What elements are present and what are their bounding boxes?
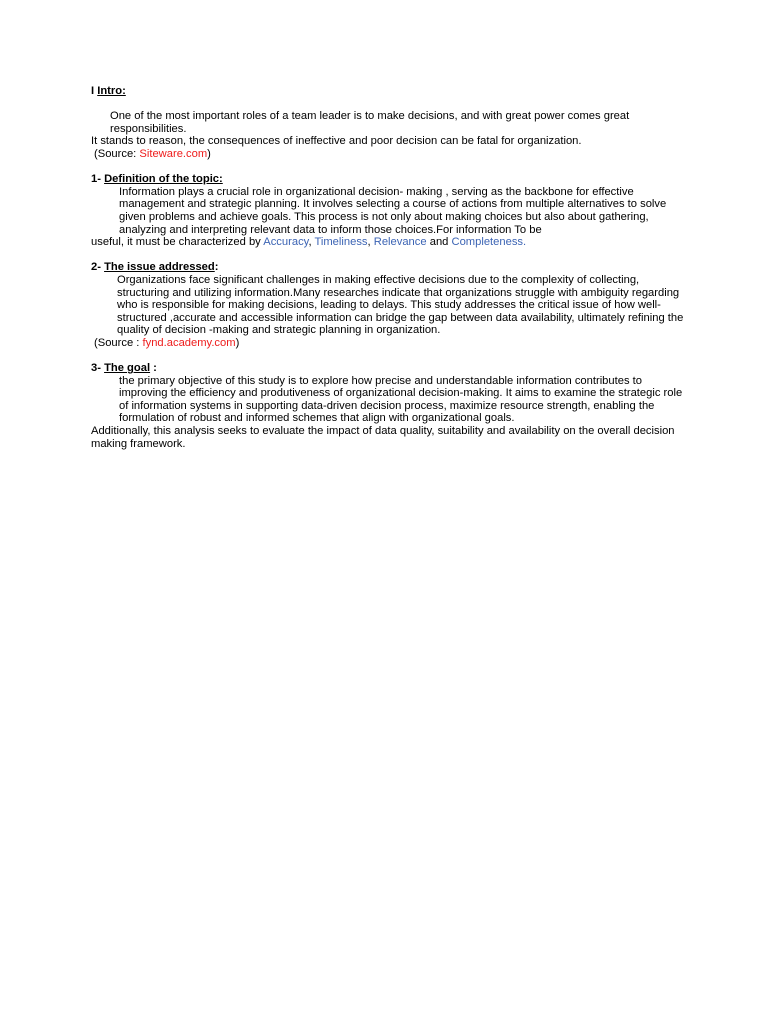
intro-number: I [91,85,98,97]
issue-source-prefix: (Source : [94,336,143,349]
intro-source-prefix: (Source: [94,147,140,160]
document-page [91,85,691,450]
goal-body: the primary objective of this study is to explore how precise and understandable information contributes to improving the efficiency and produtiveness of organizational decision-making. It aims to examine the strategic role of information systems in supporting data-driven decision process, maximize resource strength, enabling the formulation of robust and informed schemes that align with organizational goals. [119,374,683,425]
definition-characteristics [91,236,691,249]
issue-source [91,337,691,350]
definition-body: Information plays a crucial role in organizational decision- making , serving as the backbone for effective management and strategic planning. It involves selecting a course of actions from multiple alternatives to solve given problems and achieve goals. This process is not only about making choices but also about gathering, analyzing and interpreting relevant data to inform those choices.For information To be [119,185,667,236]
term-accuracy: Accuracy [263,236,309,249]
goal-section [91,362,691,450]
issue-heading [91,261,691,274]
term-timeliness: Timeliness [314,236,368,249]
goal-colon: : [150,362,157,375]
issue-source-suffix: ) [235,336,240,349]
intro-source-suffix: ) [207,147,211,160]
goal-heading [91,362,691,375]
issue-number: 2- [91,261,105,274]
definition-char-prefix: useful, it must be characterized by [91,236,264,249]
issue-section [91,261,691,349]
intro-line-2: It stands to reason, the consequences of ineffective and poor decision can be fatal for organization. [91,135,582,148]
term-relevance: Relevance [373,236,427,249]
term-sep-3: and [426,236,452,249]
intro-source-link[interactable]: Siteware.com [139,147,208,160]
intro-section [91,85,691,161]
issue-source-link[interactable]: fynd.academy.com [142,336,236,349]
intro-line-1: One of the most important roles of a team leader is to make decisions, and with great power comes great responsibilities. [110,110,630,135]
definition-section [91,173,691,249]
definition-heading [91,173,691,186]
goal-heading-text: The goal [104,362,151,375]
goal-number: 3- [91,362,105,375]
issue-body: Organizations face significant challenges in making effective decisions due to the complexity of collecting, structuring and utilizing information.Many researches indicate that organizations struggle with ambiguity regarding who is responsible for making decisions, leading to delays. This study addresses the critical issue of how well-structured ,accurate and accessible information can bridge the gap between data availability, ultimately refining the quality of decision -making and strategic planning in organization. [117,273,684,337]
issue-heading-text: The issue addressed [104,261,215,274]
definition-number: 1- [91,173,105,186]
term-sep-2: , [367,236,374,249]
term-end: . [523,236,527,249]
intro-source [91,148,691,161]
intro-heading-text: Intro: [97,85,126,97]
term-sep-1: , [308,236,315,249]
intro-heading [91,85,691,98]
goal-additional: Additionally, this analysis seeks to evaluate the impact of data quality, suitability and availability on the overall decision making framework. [91,425,675,450]
term-completeness: Completeness [451,236,524,249]
definition-heading-text: Definition of the topic: [104,173,223,186]
issue-colon: : [214,261,219,274]
